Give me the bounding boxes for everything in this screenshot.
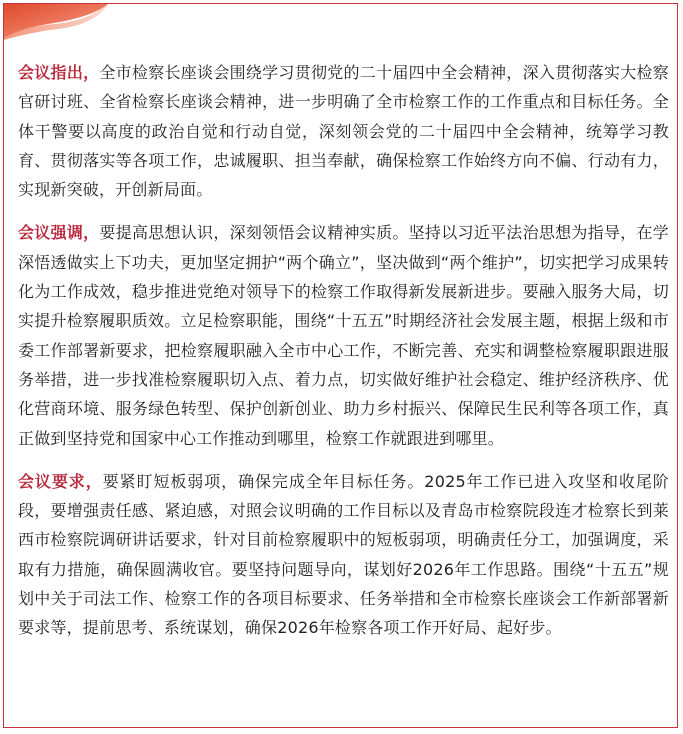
paragraph-text: 要提高思想认识，深刻领悟会议精神实质。坚持以习近平法治思想为指导，在学深悟透做实上下功夫，更加坚定拥护“两个确立”，坚决做到“两个维护”，切实把学习成果转化为工作成效，稳步推进党绝对领导下的检察工作取得新发展新进步。要融入服务大局，切实提升检察履职质效。立足检察职能，围绕“十五五”时期经济社会发展主题，根据上级和市委工作部署新要求，把检察履职融入全市中心工作，不断完善、充实和调整检察履职跟进服务举措，进一步找准检察履职切入点、着力点，切实做好维护社会稳定、维护经济秩序、优化营商环境、服务绿色转型、保护创新创业、助力乡村振兴、保障民生民利等各项工作，真正做到坚持党和国家中心工作推动到哪里，检察工作就跟进到哪里。 bbox=[18, 223, 669, 448]
article-frame bbox=[3, 3, 678, 728]
paragraph-text: 全市检察长座谈会围绕学习贯彻党的二十届四中全会精神，深入贯彻落实大检察官研讨班、全省检察长座谈会精神，进一步明确了全市检察工作的工作重点和目标任务。全体干警要以高度的政治自觉和行动自觉，深刻领会党的二十届四中全会精神，统筹学习教育、贯彻落实等各项工作，忠诚履职、担当奉献，确保检察工作始终方向不偏、行动有力，实现新突破，开创新局面。 bbox=[18, 63, 669, 200]
paragraph-meeting-pointed-out bbox=[18, 58, 669, 204]
paragraph-lead: 会议要求， bbox=[18, 471, 103, 491]
paragraph-lead: 会议指出， bbox=[18, 63, 100, 82]
article-body bbox=[18, 58, 669, 657]
paragraph-meeting-required bbox=[18, 467, 669, 643]
corner-wave-icon bbox=[4, 4, 114, 40]
paragraph-lead: 会议强调， bbox=[18, 223, 100, 243]
paragraph-meeting-emphasized bbox=[18, 218, 669, 452]
paragraph-text: 要紧盯短板弱项，确保完成全年目标任务。2025年工作已进入攻坚和收尾阶段，要增强责任感、紧迫感，对照会议明确的工作目标以及青岛市检察院段连才检察长到莱西市检察院调研讲话要求，针对目前检察履职中的短板弱项，明确责任分工，加强调度，采取有力措施，确保圆满收官。要坚持问题导向，谋划好2026年工作思路。围绕“十五五”规划中关于司法工作、检察工作的各项目标要求、任务举措和全市检察长座谈会工作新部署新要求等，提前思考、系统谋划，确保2026年检察各项工作开好局、起好步。 bbox=[18, 471, 669, 638]
